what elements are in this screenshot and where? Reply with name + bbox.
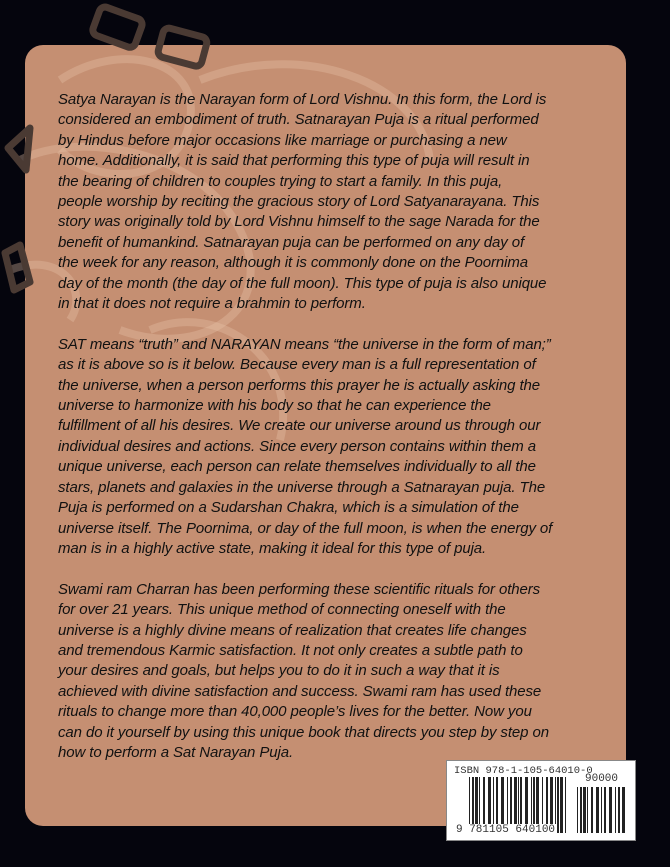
- barcode-bar: [580, 787, 582, 833]
- text-line: can do it yourself by using this unique book that directs you step by step on: [58, 723, 549, 741]
- text-line: man is in a highly active state, making it ideal for this type of puja.: [58, 539, 487, 557]
- text-line: universe is a highly divine means of realization that creates life changes: [58, 621, 527, 639]
- text-line: your desires and goals, but helps you to do it in such a way that it is: [58, 662, 500, 680]
- text-line: by Hindus before major occasions like marriage or purchasing a new: [58, 131, 507, 149]
- barcode-bar: [596, 787, 599, 833]
- barcode-bar: [604, 787, 606, 833]
- barcode-bar: [609, 787, 612, 833]
- text-line: the universe, when a person performs this prayer he is actually asking the: [58, 376, 541, 394]
- text-line: SAT means “truth” and NARAYAN means “the universe in the form of man;”: [58, 335, 551, 353]
- text-line: considered an embodiment of truth. Satnarayan Puja is a ritual performed: [58, 111, 539, 129]
- paragraph: [58, 90, 628, 314]
- barcode-bar: [565, 777, 566, 833]
- barcode-bar: [560, 777, 563, 833]
- isbn-barcode: [446, 760, 636, 841]
- barcode-bar: [601, 787, 602, 833]
- text-line: rituals to change more than 40,000 people’s lives for the better. Now you: [58, 703, 532, 721]
- barcode-bar: [577, 787, 578, 833]
- text-line: home. Additionally, it is said that performing this type of puja will result in: [58, 152, 530, 170]
- text-line: benefit of humankind. Satnarayan puja can be performed on any day of: [58, 233, 525, 251]
- text-line: the week for any reason, although it is commonly done on the Poornima: [58, 254, 529, 272]
- barcode-bar: [583, 787, 586, 833]
- text-line: how to perform a Sat Narayan Puja.: [58, 743, 294, 761]
- cover-description: [58, 90, 628, 784]
- text-line: unique universe, each person can relate themselves individually to all the: [58, 458, 536, 476]
- barcode-bar: [587, 787, 588, 833]
- paragraph: [58, 580, 628, 764]
- text-line: universe to harmonize with his body so that he can experience the: [58, 397, 491, 415]
- barcode-bar: [618, 787, 620, 833]
- barcode-bar: [591, 787, 593, 833]
- text-line: story was originally told by Lord Vishnu himself to the sage Narada for the: [58, 213, 540, 231]
- text-line: for over 21 years. This unique method of connecting oneself with the: [58, 601, 506, 619]
- text-line: day of the month (the day of the full moon). This type of puja is also unique: [58, 274, 547, 292]
- text-line: stars, planets and galaxies in the universe through a Satnarayan puja. The: [58, 478, 546, 496]
- paragraph: [58, 335, 628, 559]
- text-line: Satya Narayan is the Narayan form of Lord Vishnu. In this form, the Lord is: [58, 91, 547, 108]
- text-line: individual desires and actions. Since every person contains within them a: [58, 437, 536, 455]
- barcode-bars-price: [577, 787, 627, 833]
- text-line: achieved with divine satisfaction and success. Swami ram has used these: [58, 682, 542, 700]
- text-line: and tremendous Karmic satisfaction. It not only creates a subtle path to: [58, 641, 523, 659]
- text-line: the bearing of children to couples trying to start a family. In this puja,: [58, 172, 503, 190]
- isbn-text: ISBN 978-1-105-64010-0: [454, 765, 593, 777]
- text-line: as it is above so is it below. Because every man is a full representation of: [58, 356, 536, 374]
- barcode-digits: 9 781105 640100: [456, 824, 556, 836]
- text-line: universe itself. The Poornima, or day of the full moon, is when the energy of: [58, 519, 553, 537]
- text-line: in that it does not require a brahmin to perform.: [58, 295, 366, 313]
- text-line: Puja is performed on a Sudarshan Chakra, which is a simulation of the: [58, 499, 519, 517]
- barcode-bar: [615, 787, 616, 833]
- text-line: Swami ram Charran has been performing these scientific rituals for others: [58, 580, 541, 598]
- price-code: 90000: [585, 773, 619, 785]
- text-line: people worship by reciting the gracious story of Lord Satyanarayana. This: [58, 193, 540, 211]
- barcode-bar: [622, 787, 625, 833]
- barcode-bar: [557, 777, 559, 833]
- text-line: fulfillment of all his desires. We create our universe around us through our: [58, 417, 541, 435]
